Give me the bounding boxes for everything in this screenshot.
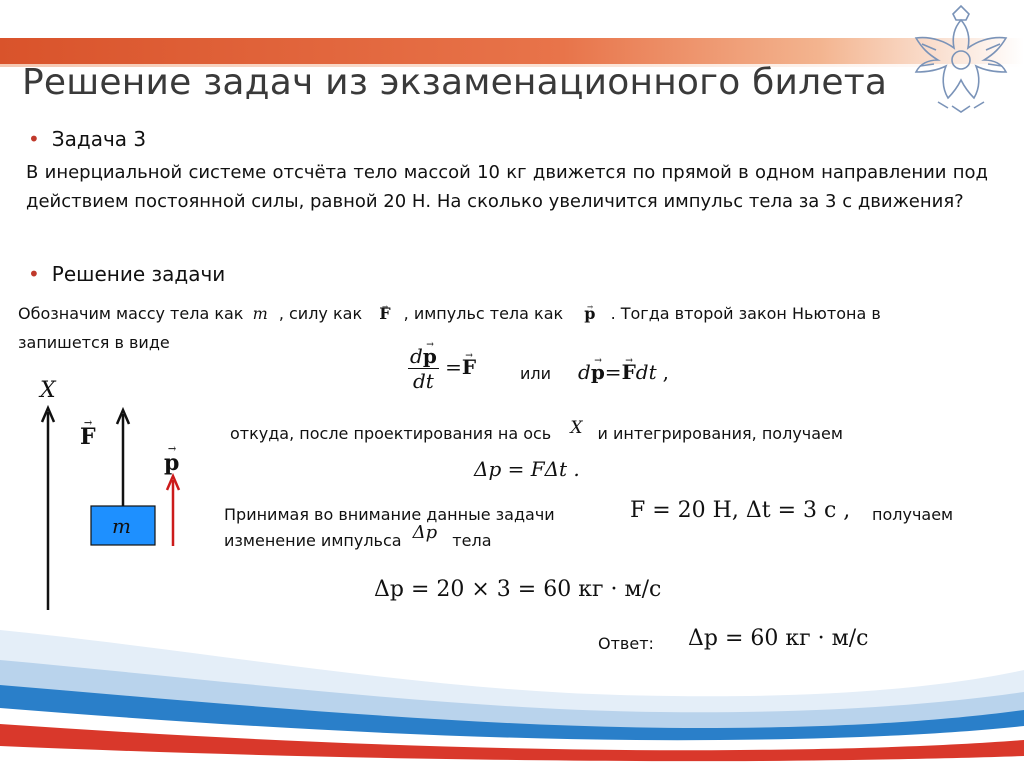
symbol-p-vector: → p — [591, 360, 605, 384]
solution-heading: Решение задачи — [51, 262, 226, 286]
text-fragment: Обозначим массу тела как — [18, 304, 244, 323]
page-title: Решение задач из экзаменационного билета — [22, 62, 888, 103]
text-fragment: . Тогда второй закон Ньютона в — [610, 304, 881, 323]
symbol-F-vector: → F — [622, 360, 636, 384]
equation-newton-differential — [578, 360, 669, 384]
bullet-dot-icon: • — [28, 127, 40, 151]
solution-line-2: запишется в виде — [18, 333, 170, 352]
diagram-axis-label: X — [40, 378, 56, 403]
equation-result: Δp = 20 × 3 = 60 кг · м/с — [374, 577, 662, 602]
text-fragment: dt — [412, 369, 434, 393]
text-fragment: откуда, после проектирования на ось — [230, 424, 552, 443]
text-fragment: dt — [635, 360, 657, 384]
text-fragment: и интегрирования, получаем — [597, 424, 843, 443]
symbol-F-vector: → F — [462, 355, 476, 379]
equation-given-data: F = 20 Н, Δt = 3 с , — [630, 498, 851, 523]
symbol-p-vector: → p — [423, 344, 437, 368]
bullet-task — [28, 127, 146, 151]
emblem-eagle-icon — [908, 2, 1014, 116]
solution-line-3 — [230, 418, 843, 444]
solution-line-4a: Принимая во внимание данные задачи — [224, 505, 555, 524]
text-fragment: , — [662, 360, 669, 384]
text-fragment: d — [410, 344, 423, 368]
bullet-dot-icon: • — [28, 262, 40, 286]
symbol-p-vector: → p — [164, 450, 179, 476]
text-fragment: = — [604, 360, 622, 384]
answer-equation: Δp = 60 кг · м/с — [688, 626, 869, 651]
text-fragment: d — [578, 360, 591, 384]
fraction — [408, 344, 439, 393]
task-heading: Задача 3 — [51, 127, 147, 151]
bullet-solution — [28, 262, 225, 286]
symbol-F-vector: → F — [80, 424, 96, 450]
text-fragment: изменение импульса — [224, 531, 402, 550]
answer-label: Ответ: — [598, 634, 654, 653]
symbol-F-vector: → F — [379, 304, 390, 324]
symbol-m: m — [252, 304, 268, 323]
diagram-force-label — [80, 424, 96, 450]
equation-impulse: Δp = FΔt . — [474, 457, 580, 481]
equation-newton-derivative — [408, 344, 476, 393]
or-word: или — [520, 364, 552, 383]
diagram-momentum-label — [164, 450, 179, 476]
text-fragment: , силу как — [278, 304, 363, 323]
diagram-mass-label: m — [112, 514, 131, 538]
solution-line-4b: получаем — [872, 505, 954, 524]
symbol-delta-p: Δp — [412, 522, 438, 543]
header-stripe — [0, 38, 1024, 64]
force-diagram — [30, 370, 200, 615]
solution-line-1 — [18, 304, 881, 324]
symbol-X: X — [570, 418, 583, 438]
footer-wave — [0, 600, 1024, 767]
symbol-p-vector: → p — [584, 304, 595, 324]
problem-text: В инерциальной системе отсчёта тело массой 10 кг движется по прямой в одном направлении под действием постоянной силы, равной 20 Н. На сколько увеличится импульс тела за 3 с движения? — [26, 162, 988, 212]
solution-line-5 — [224, 522, 492, 551]
text-fragment: = — [445, 355, 462, 379]
text-fragment: тела — [452, 531, 492, 550]
text-fragment: , импульс тела как — [403, 304, 564, 323]
